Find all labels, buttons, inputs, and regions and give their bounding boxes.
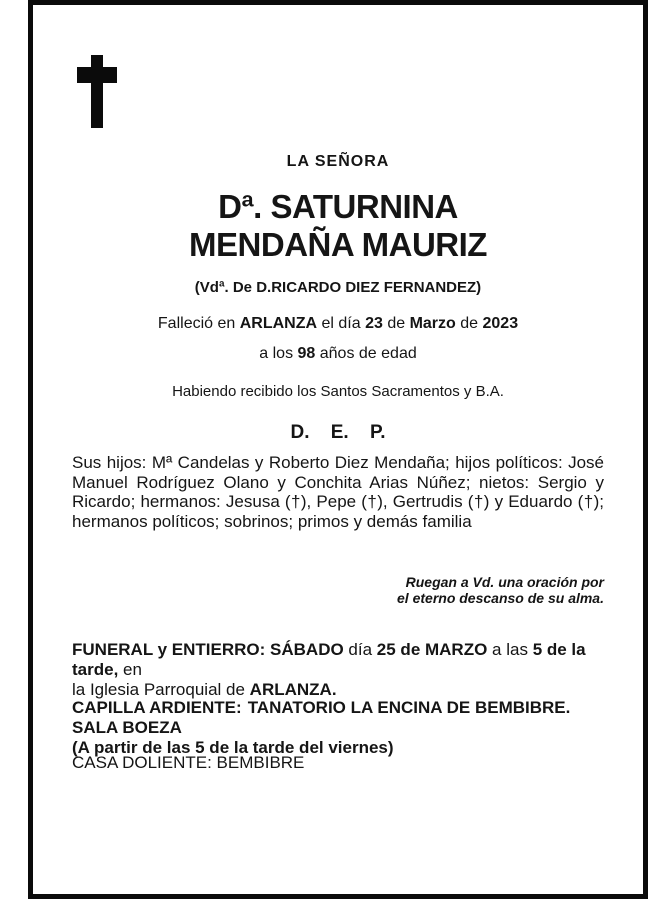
deceased-name [72, 188, 604, 264]
death-text: Falleció en [157, 315, 240, 332]
age-number: 98 [297, 345, 316, 362]
family-paragraph: Sus hijos: Mª Candelas y Roberto Diez Mendaña; hijos políticos: José Manuel Rodríguez Olano y Conchita Arias Núñez; nietos: Sergio y Ricardo; hermanos: Jesusa (†), Pepe (†), Gertrudis (†) y Eduardo (†); hermanos políticos; sobrinos; primos y demás familia [72, 453, 604, 532]
funeral-date: 25 de MARZO [376, 640, 488, 659]
deceased-name-line1: Dª. SATURNINA [218, 188, 458, 225]
obituary-frame-border [28, 0, 648, 899]
deceased-name-line2: MENDAÑA MAURIZ [189, 226, 487, 263]
death-month: Marzo [409, 315, 456, 332]
cross-arm [77, 67, 117, 83]
death-day: 23 [365, 315, 383, 332]
latin-cross-icon [77, 55, 117, 128]
wake-location: TANATORIO LA ENCINA DE BEMBIBRE. SALA BOEZA [72, 698, 571, 737]
death-place: ARLANZA [239, 315, 318, 332]
wake-label: CAPILLA ARDIENTE: [72, 698, 242, 717]
funeral-line1 [72, 640, 604, 680]
death-text: de [382, 315, 410, 332]
wake-info [72, 698, 604, 758]
prayer-line2: el eterno descanso de su alma. [397, 590, 604, 606]
mourning-house-line: CASA DOLIENTE: BEMBIBRE [72, 753, 305, 772]
funeral-text: a las [487, 640, 533, 659]
funeral-church-place: ARLANZA. [249, 680, 337, 699]
cross-stem [91, 55, 103, 128]
funeral-time: 5 de la tarde, [72, 640, 586, 679]
age-line [72, 345, 604, 363]
dep-line: D. E. P. [290, 422, 386, 443]
age-text: años de edad [315, 345, 417, 362]
funeral-text: la Iglesia Parroquial de [72, 680, 250, 699]
funeral-info [72, 640, 604, 700]
wake-line2: (A partir de las 5 de la tarde del viernes) [72, 738, 394, 757]
sacraments-line: Habiendo recibido los Santos Sacramentos y B.A. [172, 383, 504, 400]
funeral-title: FUNERAL y ENTIERRO: SÁBADO [72, 640, 344, 659]
funeral-text: día [343, 640, 377, 659]
death-year: 2023 [482, 315, 519, 332]
funeral-line2 [72, 680, 604, 700]
prayer-line1: Ruegan a Vd. una oración por [405, 574, 604, 590]
death-text: de [455, 315, 483, 332]
death-text: el día [317, 315, 366, 332]
wake-line1 [72, 698, 604, 738]
honorific-header: LA SEÑORA [286, 153, 390, 170]
funeral-text: en [118, 660, 142, 679]
death-line [72, 315, 604, 333]
age-text: a los [259, 345, 298, 362]
prayer-lines [72, 574, 604, 606]
widow-line: (Vdª. De D.RICARDO DIEZ FERNANDEZ) [194, 279, 482, 296]
